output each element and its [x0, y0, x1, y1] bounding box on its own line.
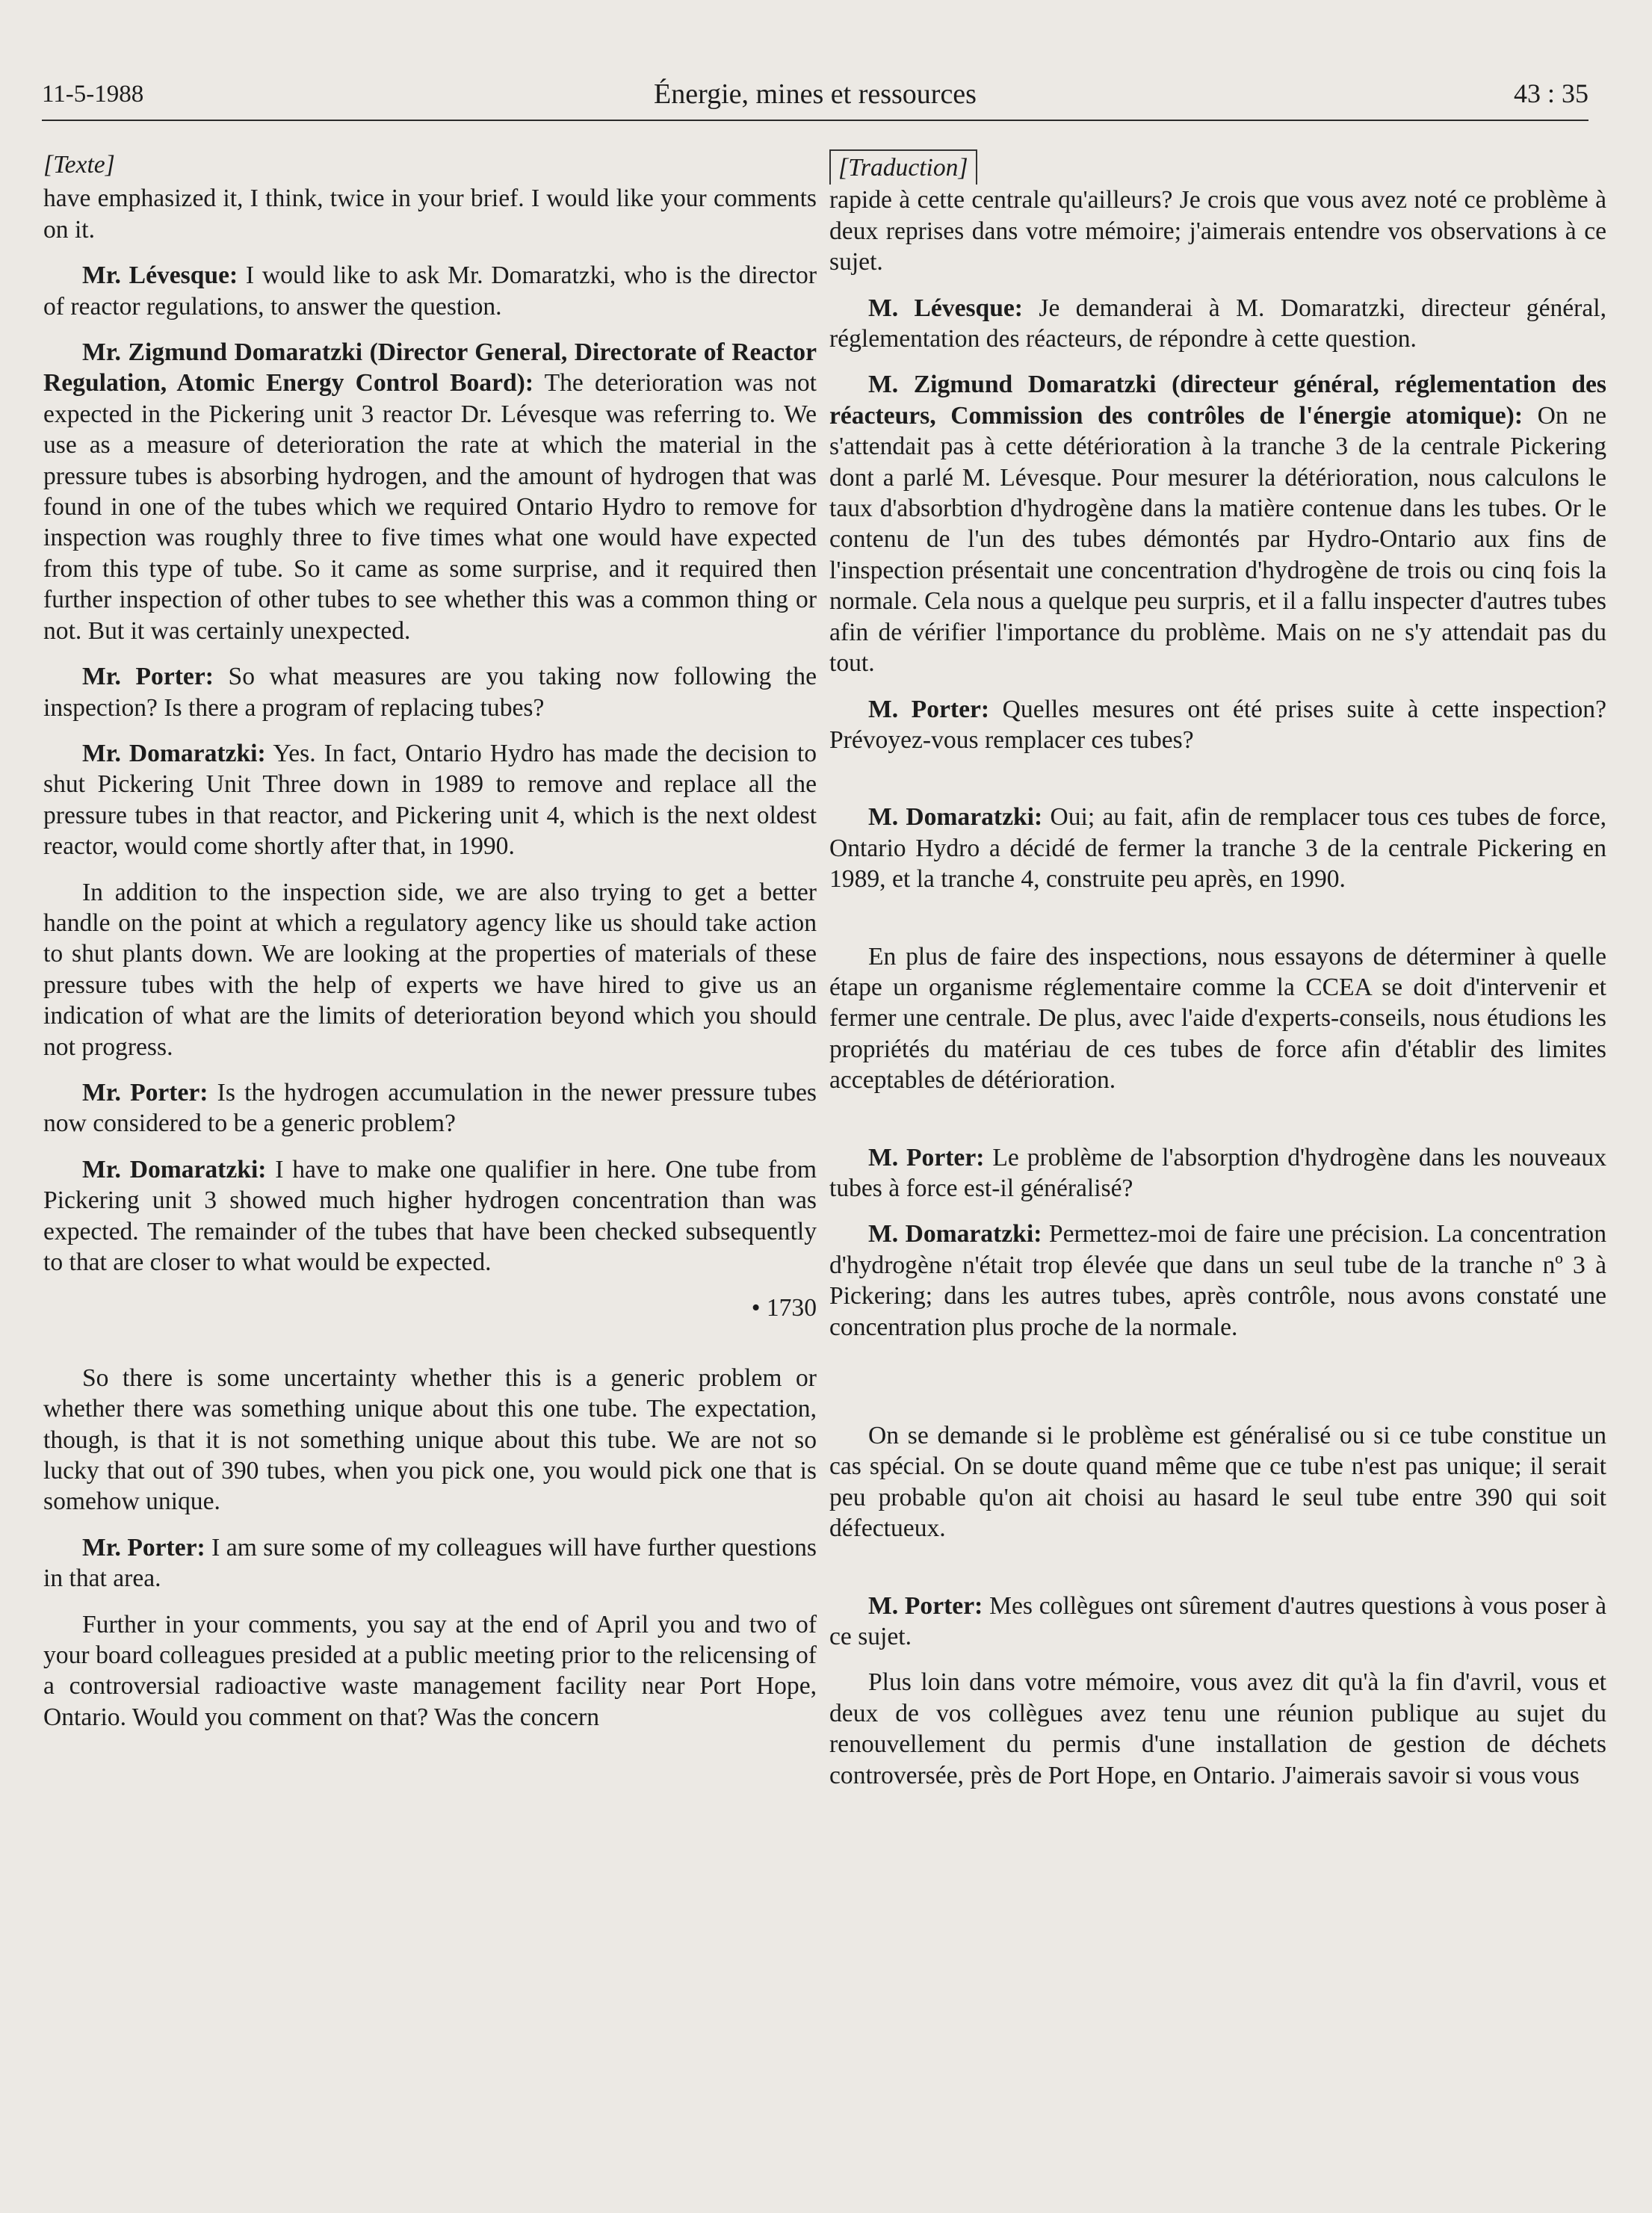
- header-page-number: 43 : 35: [1513, 78, 1588, 108]
- speaker: Mr. Lévesque:: [82, 261, 238, 290]
- paragraph: rapide à cette centrale qu'ailleurs? Je crois que vous avez noté ce problème à deux reprises dans votre mémoire; j'aimerais entendre vos observations à ce sujet.: [829, 186, 1606, 276]
- header-title: Énergie, mines et ressources: [654, 78, 977, 110]
- paragraph: Plus loin dans votre mémoire, vous avez dit qu'à la fin d'avril, vous et deux de vos collègues avez tenu une réunion publique au sujet du renouvellement du permis d'une installation de gestion de déchets controversée, près de Port Hope, en Ontario. J'aimerais savoir si vous vous: [829, 1668, 1606, 1789]
- paragraph: M. Zigmund Domaratzki (directeur général, réglementation des réacteurs, Commission des contrôles de l'énergie atomique): On ne s'attendait pas à cette détérioration à la tranche 3 de la centrale Pickering dont a parlé M. Lévesque. Pour mesurer la détérioration, nous calculons le taux d'absorbtion d'hydrogène dans la matière contenue dans les tubes. Or le contenu de l'un des tubes démontés par Hydro-Ontario aux fins de l'inspection présentait une concentration d'hydrogène de trois ou cinq fois la normale. Cela nous a quelque peu surpris, et il a fallu inspecter d'autres tubes afin de vérifier l'importance du problème. Mais on ne s'y attendait pas du tout.: [829, 371, 1606, 678]
- speaker: M. Porter:: [868, 1591, 983, 1620]
- paragraph: On se demande si le problème est généralisé ou si ce tube constitue un cas spécial. On se doute quand même que ce tube n'est pas unique; il serait peu probable qu'on ait choisi au hasard le seul tube entre 390 qui soit défectueux.: [829, 1422, 1606, 1543]
- speaker: Mr. Domaratzki:: [82, 1155, 267, 1183]
- paragraph: Mr. Domaratzki: I have to make one qualifier in here. One tube from Pickering unit 3 showed much higher hydrogen concentration than was expected. The remainder of the tubes that have been checked subsequently to that are closer to what would be expected.: [43, 1155, 817, 1276]
- paragraph: M. Porter: Mes collègues ont sûrement d'autres questions à vous poser à ce sujet.: [829, 1591, 1607, 1651]
- spacer: [829, 1358, 1606, 1389]
- spacer: [829, 910, 1606, 941]
- speaker: M. Lévesque:: [868, 294, 1023, 322]
- english-column: [43, 149, 817, 1748]
- paragraph: Mr. Domaratzki: Yes. In fact, Ontario Hydro has made the decision to shut Pickering Unit Three down in 1989 to remove and replace all the pressure tubes in that reactor, and Pickering unit 4, which is the next oldest reactor, would come shortly after that, in 1990.: [43, 739, 817, 861]
- speaker: M. Domaratzki:: [868, 1220, 1042, 1248]
- header-date: 11-5-1988: [42, 81, 144, 108]
- speaker: Mr. Porter:: [82, 1533, 205, 1562]
- paragraph: have emphasized it, I think, twice in your brief. I would like your comments on it.: [43, 185, 817, 244]
- paragraph: M. Porter: Le problème de l'absorption d'hydrogène dans les nouveaux tubes à force est-il généralisé?: [829, 1143, 1607, 1202]
- time-marker: • 1730: [751, 1294, 817, 1322]
- french-column: [829, 149, 1606, 1806]
- speaker: Mr. Domaratzki:: [82, 739, 266, 767]
- paragraph: M. Domaratzki: Oui; au fait, afin de remplacer tous ces tubes de force, Ontario Hydro a décidé de fermer la tranche 3 de la centrale Pickering en 1989, et la tranche 4, construite peu après, en 1990.: [829, 803, 1606, 894]
- paragraph: En plus de faire des inspections, nous essayons de déterminer à quelle étape un organisme réglementaire comme la CCEA se doit d'intervenir et fermer une centrale. De plus, avec l'aide d'experts-conseils, nous étudions les propriétés du matériau de ces tubes de force afin d'établir des limites acceptables de détérioration.: [829, 942, 1606, 1095]
- speaker: M. Domaratzki:: [868, 803, 1043, 832]
- paragraph: Mr. Porter: I am sure some of my colleagues will have further questions in that area.: [43, 1533, 817, 1593]
- spacer: [829, 770, 1606, 802]
- paragraph: So there is some uncertainty whether this is a generic problem or whether there was something unique about this one tube. The expectation, though, is that it is not something unique about this tube. We are not so lucky that out of 390 tubes, when you pick one, you would pick one that is somehow unique.: [43, 1364, 817, 1516]
- speaker: Mr. Porter:: [82, 1078, 208, 1106]
- speaker: Mr. Zigmund Domaratzki (Director General, Directorate of Reactor Regulation, Atomic Energy Control Board):: [43, 338, 817, 397]
- header-rule: [42, 120, 1588, 121]
- speaker: M. Zigmund Domaratzki (directeur général, réglementation des réacteurs, Commission des contrôles de l'énergie atomique):: [829, 371, 1606, 430]
- paragraph: M. Domaratzki: Permettez-moi de faire une précision. La concentration d'hydrogène n'était trop élevée que dans un seul tube de la tranche nº 3 à Pickering; dans les autres tubes, après contrôle, nous avons constaté une concentration plus proche de la normale.: [829, 1220, 1606, 1341]
- paragraph: M. Porter: Quelles mesures ont été prises suite à cette inspection? Prévoyez-vous remplacer ces tubes?: [829, 695, 1606, 754]
- speaker: M. Porter:: [868, 1143, 985, 1172]
- paragraph: Mr. Porter: Is the hydrogen accumulation in the newer pressure tubes now considered to be a generic problem?: [43, 1078, 817, 1138]
- spacer: [829, 1559, 1606, 1591]
- speaker: Mr. Porter:: [82, 663, 214, 691]
- paragraph: Mr. Lévesque: I would like to ask Mr. Domaratzki, who is the director of reactor regulations, to answer the question.: [43, 261, 817, 321]
- paragraph: Mr. Zigmund Domaratzki (Director General, Directorate of Reactor Regulation, Atomic Energy Control Board): The deterioration was not expected in the Pickering unit 3 reactor Dr. Lévesque was referring to. We use as a measure of deterioration the rate at which the material in the pressure tubes is absorbing hydrogen, and the amount of hydrogen that was found in one of the tubes which we required Ontario Hydro to remove for inspection was roughly three to five times what one would have expected from this type of tube. So it came as some surprise, and it required then further inspection of other tubes to see whether this was a common thing or not. But it was certainly unexpected.: [43, 338, 817, 645]
- paragraph: In addition to the inspection side, we are also trying to get a better handle on the point at which a regulatory agency like us should take action to shut plants down. We are looking at the properties of materials of these pressure tubes with the help of experts we have hired to give us an indication of what are the limits of deterioration beyond which you should not progress.: [43, 878, 817, 1061]
- traduction-tag: [Traduction]: [829, 149, 977, 185]
- paragraph: M. Lévesque: Je demanderai à M. Domaratzki, directeur général, réglementation des réacteurs, de répondre à cette question.: [829, 294, 1606, 353]
- paragraph: Mr. Porter: So what measures are you taking now following the inspection? Is there a program of replacing tubes?: [43, 663, 817, 722]
- paragraph: Further in your comments, you say at the end of April you and two of your board colleagues presided at a public meeting prior to the relicensing of a controversial radioactive waste management facility near Port Hope, Ontario. Would you comment on that? Was the concern: [43, 1610, 817, 1731]
- spacer: [829, 1111, 1606, 1142]
- texte-tag: [Texte]: [43, 151, 115, 179]
- spacer: [829, 1389, 1606, 1420]
- speaker: M. Porter:: [868, 695, 990, 723]
